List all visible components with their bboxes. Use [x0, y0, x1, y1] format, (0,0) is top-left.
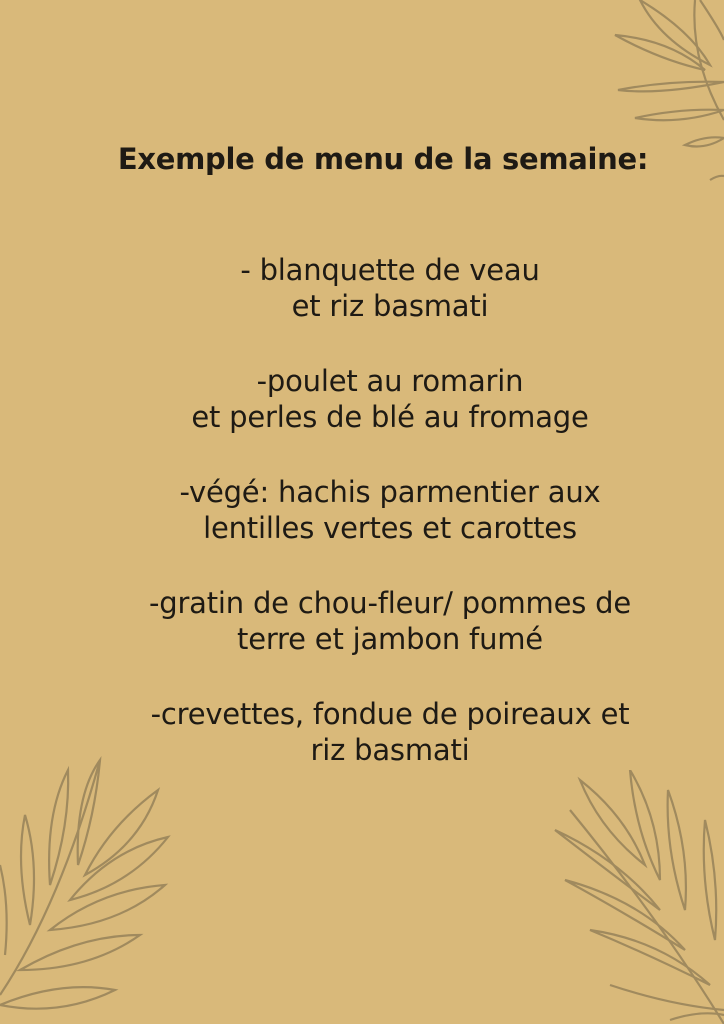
menu-item-line: terre et jambon fumé [237, 622, 543, 656]
page-title: Exemple de menu de la semaine: [117, 142, 649, 176]
menu-list [40, 252, 724, 807]
menu-item-line: et riz basmati [291, 289, 489, 323]
menu-item [40, 585, 724, 696]
menu-item-line: et perles de blé au fromage [191, 400, 589, 434]
menu-item-line: lentilles vertes et carottes [203, 511, 577, 545]
menu-item [40, 252, 724, 363]
menu-item [40, 696, 724, 807]
menu-item [40, 363, 724, 474]
menu-item [40, 474, 724, 585]
menu-item-line: - blanquette de veau [240, 253, 540, 287]
menu-item-line: -végé: hachis parmentier aux [179, 475, 601, 509]
menu-item-line: -gratin de chou-fleur/ pommes de [148, 586, 632, 620]
menu-item-line: -poulet au romarin [256, 364, 524, 398]
leaf-decoration-bottom-right [550, 770, 724, 1024]
menu-item-line: -crevettes, fondue de poireaux et [150, 697, 630, 731]
menu-item-line: riz basmati [310, 733, 470, 767]
